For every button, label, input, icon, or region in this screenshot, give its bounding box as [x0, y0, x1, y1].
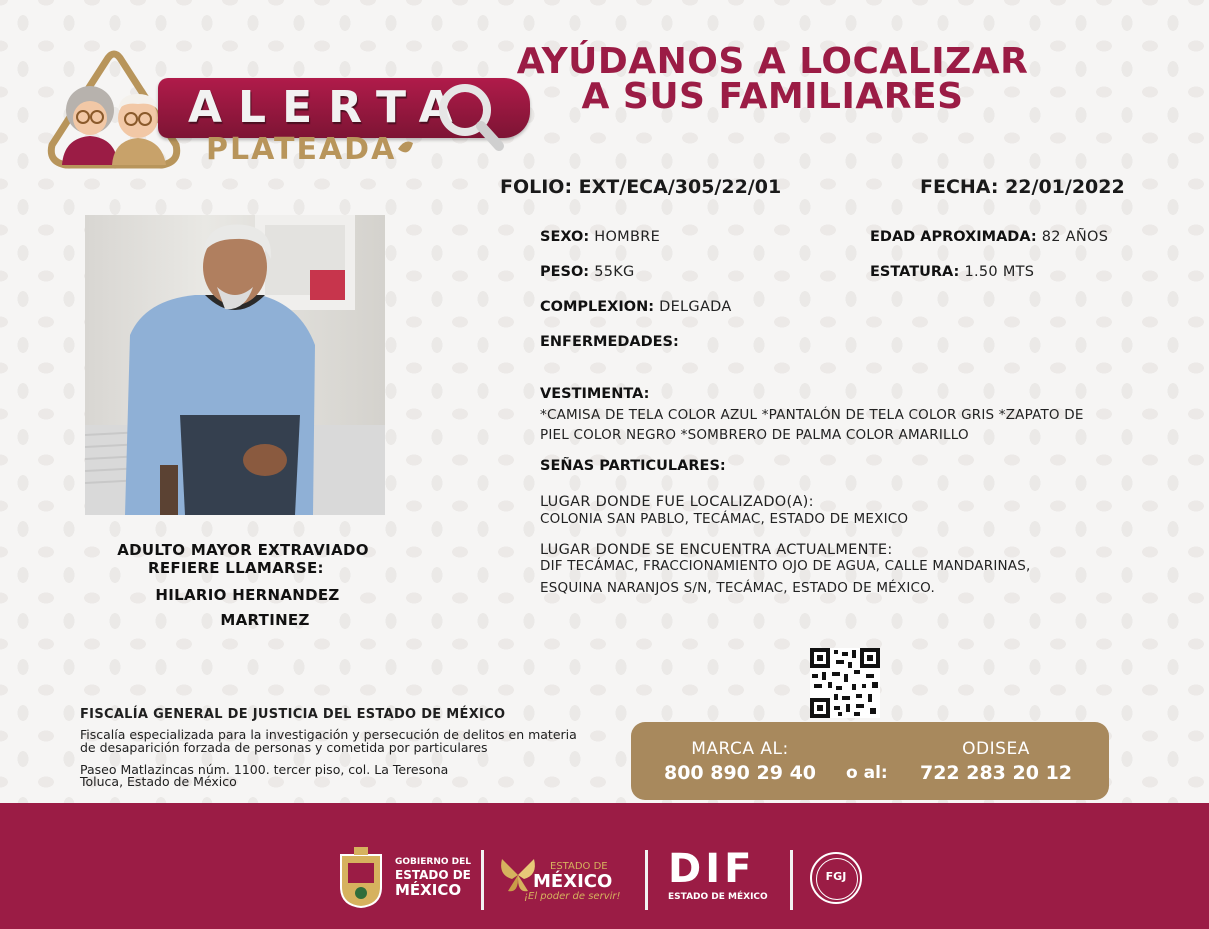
fgj-seal-text: FGJ	[825, 870, 847, 883]
complexion-label: COMPLEXION:	[540, 299, 655, 315]
complexion-value: DELGADA	[659, 299, 732, 315]
sexo-row	[540, 226, 660, 245]
edad-value: 82 AÑOS	[1041, 229, 1109, 245]
gobierno-line-1: GOBIERNO DEL	[395, 857, 471, 867]
edomex-butterfly-icon	[498, 855, 538, 895]
state-coat-of-arms-icon	[336, 847, 386, 909]
peso-row	[540, 261, 635, 280]
footer-divider-1	[481, 850, 484, 910]
gobierno-line-2: ESTADO DE	[395, 868, 471, 882]
vestimenta-line-2: PIEL COLOR NEGRO *SOMBRERO DE PALMA COLOR AMARILLO	[540, 427, 969, 443]
edomex-small: ESTADO DE	[550, 861, 608, 872]
person-name-line-1: HILARIO HERNANDEZ	[155, 586, 340, 604]
senas-label: SEÑAS PARTICULARES:	[540, 458, 726, 474]
footer-divider-2	[645, 850, 648, 910]
dif-logo-text: DIF	[668, 846, 756, 892]
odisea-label: ODISEA	[962, 739, 1030, 759]
fiscalia-title: FISCALÍA GENERAL DE JUSTICIA DEL ESTADO DE MÉXICO	[80, 707, 506, 722]
edomex-slogan: ¡El poder de servir!	[524, 891, 621, 902]
footer-divider-3	[790, 850, 793, 910]
lugar-actual-line-2: ESQUINA NARANJOS S/N, TECÁMAC, ESTADO DE MÉXICO.	[540, 580, 935, 596]
estatura-row	[870, 261, 1034, 280]
sexo-value: HOMBRE	[594, 229, 661, 245]
fgj-seal	[810, 852, 862, 904]
person-name-line-2: MARTINEZ	[220, 611, 310, 629]
edad-label: EDAD APROXIMADA:	[870, 229, 1037, 245]
complexion-row	[540, 296, 732, 315]
dif-subtitle: ESTADO DE MÉXICO	[668, 892, 768, 902]
odisea-phone[interactable]: 722 283 20 12	[919, 762, 1073, 784]
missing-person-photo	[85, 215, 385, 515]
marca-label: MARCA AL:	[691, 739, 789, 759]
headline-line-1: AYÚDANOS A LOCALIZAR	[516, 41, 1029, 82]
logo-plateada-text: PLATEADA	[206, 132, 397, 167]
fiscalia-desc-1: Fiscalía especializada para la investigación y persecución de delitos en materia	[80, 727, 577, 742]
o-al-label: o al:	[846, 763, 888, 783]
edomex-big: MÉXICO	[533, 871, 613, 892]
caption-line-2: REFIERE LLAMARSE:	[148, 559, 324, 577]
headline-line-2: A SUS FAMILIARES	[581, 76, 964, 117]
lugar-localizado-value: COLONIA SAN PABLO, TECÁMAC, ESTADO DE MEXICO	[540, 511, 909, 527]
lugar-actual-label: LUGAR DONDE SE ENCUENTRA ACTUALMENTE:	[540, 542, 893, 558]
peso-value: 55KG	[594, 264, 635, 280]
qr-code[interactable]	[810, 648, 880, 718]
fiscalia-desc-2: de desaparición forzada de personas y cometida por particulares	[80, 740, 488, 755]
estatura-value: 1.50 MTS	[964, 264, 1035, 280]
magnifier-icon	[435, 80, 505, 155]
lugar-localizado-label: LUGAR DONDE FUE LOCALIZADO(A):	[540, 494, 814, 510]
leaf-icon	[395, 138, 415, 160]
enfermedades-label: ENFERMEDADES:	[540, 334, 679, 350]
alerta-plateada-logo	[40, 50, 500, 180]
fiscalia-address-1: Paseo Matlazincas núm. 1100. tercer piso, col. La Teresona	[80, 762, 449, 777]
logo-alert-text: ALERTA	[188, 82, 469, 133]
estatura-label: ESTATURA:	[870, 264, 960, 280]
lugar-actual-line-1: DIF TECÁMAC, FRACCIONAMIENTO OJO DE AGUA, CALLE MANDARINAS,	[540, 558, 1031, 574]
sexo-label: SEXO:	[540, 229, 590, 245]
vestimenta-line-1: *CAMISA DE TELA COLOR AZUL *PANTALÓN DE TELA COLOR GRIS *ZAPATO DE	[540, 407, 1084, 423]
fiscalia-address-2: Toluca, Estado de México	[80, 774, 237, 789]
contact-box	[631, 722, 1109, 800]
fecha: FECHA: 22/01/2022	[920, 176, 1125, 198]
enfermedades-row	[540, 331, 679, 350]
edad-row	[870, 226, 1108, 245]
folio: FOLIO: EXT/ECA/305/22/01	[500, 176, 782, 198]
marca-phone[interactable]: 800 890 29 40	[663, 762, 817, 784]
gobierno-line-3: MÉXICO	[395, 881, 462, 899]
vestimenta-label: VESTIMENTA:	[540, 386, 650, 402]
footer-bar	[0, 803, 1209, 929]
peso-label: PESO:	[540, 264, 590, 280]
caption-line-1: ADULTO MAYOR EXTRAVIADO	[117, 541, 369, 559]
